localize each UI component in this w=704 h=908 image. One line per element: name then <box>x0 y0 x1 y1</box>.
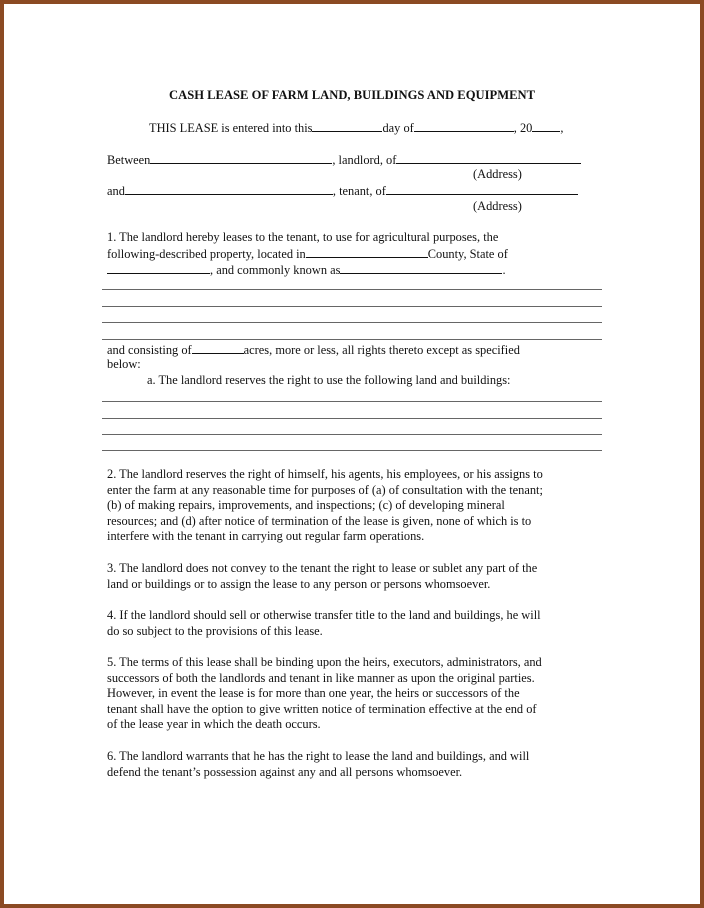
reserved-land-line[interactable] <box>102 401 602 402</box>
tenant-line <box>107 182 578 199</box>
clause-4: 4. If the landlord should sell or otherwise transfer title to the land and buildings, he will do so subject to the provisions of this lease. <box>107 608 541 638</box>
acres-field[interactable] <box>192 341 244 354</box>
reserved-land-line[interactable] <box>102 434 602 435</box>
reserved-land-line[interactable] <box>102 450 602 451</box>
consisting-line: and consisting of acres, more or less, all rights thereto except as specified <box>107 343 520 357</box>
landlord-address-field[interactable] <box>396 151 581 164</box>
property-description-line[interactable] <box>102 322 602 323</box>
tenant-address-label: (Address) <box>473 199 522 213</box>
landlord-address-label: (Address) <box>473 167 522 181</box>
clause1-line2: following-described property, located in County, State of <box>107 247 508 261</box>
clause-6: 6. The landlord warrants that he has the right to lease the land and buildings, and will defend the tenant’s possession against any and all persons whomsoever. <box>107 749 530 779</box>
clause1-line3: , and commonly known as . <box>107 261 506 278</box>
county-field[interactable] <box>306 245 428 258</box>
property-description-line[interactable] <box>102 289 602 290</box>
intro-day-label: day of <box>382 121 414 135</box>
month-field[interactable] <box>414 119 514 132</box>
landlord-name-field[interactable] <box>150 151 332 164</box>
tenant-name-field[interactable] <box>125 182 333 195</box>
day-number-field[interactable] <box>312 119 382 132</box>
state-field[interactable] <box>107 261 210 274</box>
tenant-of-label: , tenant, of <box>332 184 386 198</box>
document-title: CASH LEASE OF FARM LAND, BUILDINGS AND EQUIPMENT <box>169 88 535 102</box>
year-field[interactable] <box>532 119 560 132</box>
property-description-line[interactable] <box>102 306 602 307</box>
and-label: and <box>107 184 125 198</box>
clause-5: 5. The terms of this lease shall be binding upon the heirs, executors, administrators, and successors of both the landlords and tenant in like manner as upon the original parties. However, in event the lease is for more than one year, the heirs or successors of the tenant shall have the option to give written notice of termination effective at the end of of the lease year in which the death occurs. <box>107 655 542 732</box>
known-as-field[interactable] <box>340 261 502 274</box>
intro-line: THIS LEASE is entered into this day of , 20 , <box>149 121 564 135</box>
clause-2: 2. The landlord reserves the right of himself, his agents, his employees, or his assigns to enter the farm at any reasonable time for purposes of (a) of consultation with the tenant; (b) of making repairs, improvements, and inspections; (c) of developing mineral resources; and (d) after notice of termination of the lease is given, none of which is to interfere with the tenant in carrying out regular farm operations. <box>107 467 543 544</box>
intro-year-label: , 20 <box>513 121 533 135</box>
consisting-below: below: <box>107 357 141 371</box>
between-label: Between <box>107 153 151 167</box>
reserved-item-a: a. The landlord reserves the right to use the following land and buildings: <box>147 373 511 387</box>
clause-3: 3. The landlord does not convey to the tenant the right to lease or sublet any part of the land or buildings or to assign the lease to any person or persons whomsoever. <box>107 561 538 591</box>
landlord-of-label: , landlord, of <box>332 153 397 167</box>
property-description-line[interactable] <box>102 339 602 340</box>
reserved-land-line[interactable] <box>102 418 602 419</box>
tenant-address-field[interactable] <box>386 182 578 195</box>
intro-prefix: THIS LEASE is entered into this <box>149 121 313 135</box>
clause1-line1: 1. The landlord hereby leases to the tenant, to use for agricultural purposes, the <box>107 230 499 244</box>
